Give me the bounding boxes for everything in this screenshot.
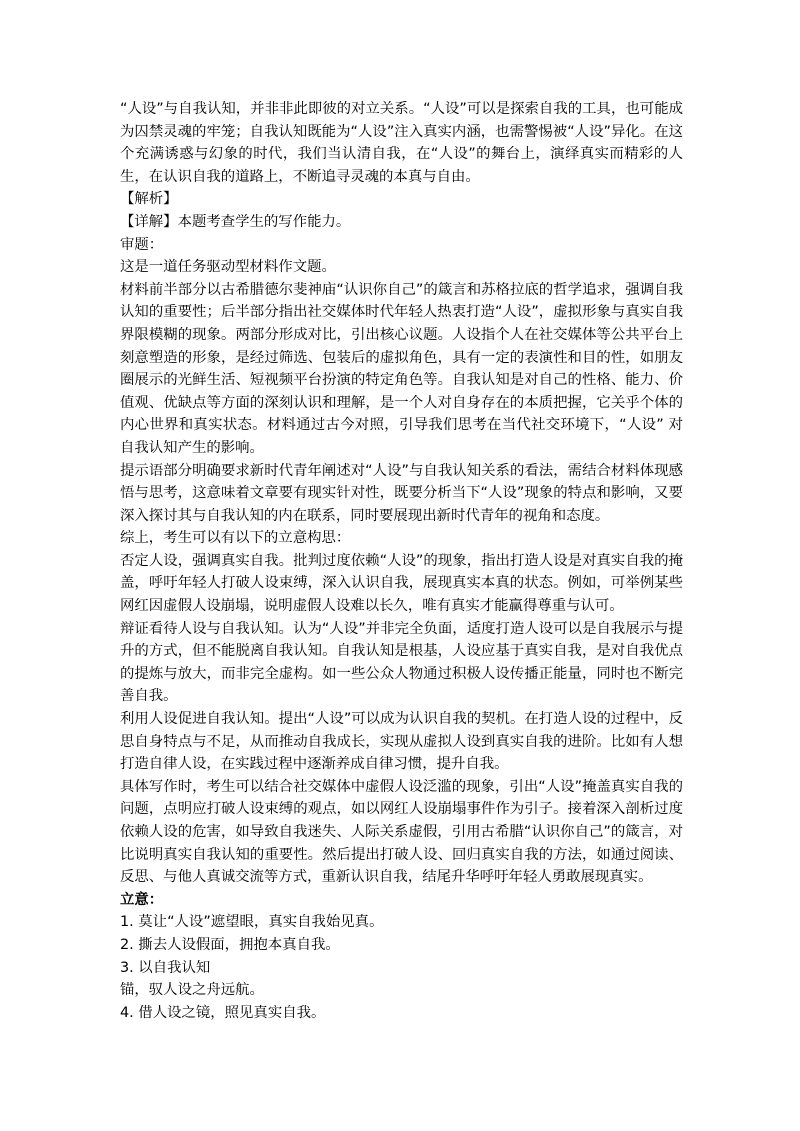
material-analysis-paragraph: 材料前半部分以古希腊德尔斐神庙“认识你自己”的箴言和苏格拉底的哲学追求，强调自我认知的重要性；后半部分指出社交媒体时代年轻人热衷打造“人设”，虚拟形象与真实自我界限模糊的现象。两部分形成对比，引出核心议题。人设指个人在社交媒体等公共平台上刻意塑造的形象，是经过筛选、包装后的虚拟角色，具有一定的表演性和目的性，如朋友圈展示的光鲜生活、短视频平台扮演的特定角色等。自我认知是对自己的性格、能力、价值观、优缺点等方面的深刻认识和理解，是一个人对自身存在的本质把握，它关乎个体的内心世界和真实状态。材料通过古今对照，引导我们思考在当代社交环境下，“人设” 对自我认知产生的影响。 bbox=[120, 281, 683, 456]
theme-item-2: 2. 撕去人设假面，拥抱本真自我。 bbox=[120, 936, 340, 953]
detail-heading: 【详解】本题考查学生的写作能力。 bbox=[120, 213, 351, 230]
theme-item-1: 1. 莫让“人设”遮望眼，真实自我始见真。 bbox=[120, 914, 384, 931]
conception-negate-paragraph: 否定人设，强调真实自我。批判过度依赖“人设”的现象，指出打造人设是对真实自我的掩盖，呼吁年轻人打破人设束缚，深入认识自我，展现真实本真的状态。例如，可举例某些网红因虚假人设崩塌，说明虚假人设难以长久，唯有真实才能赢得尊重与认可。 bbox=[120, 552, 683, 615]
conception-utilize-paragraph: 利用人设促进自我认知。提出“人设”可以成为认识自我的契机。在打造人设的过程中，反思自身特点与不足，从而推动自我成长，实现从虚拟人设到真实自我的进阶。比如有人想打造自律人设，在实践过程中逐渐养成自律习惯，提升自我。 bbox=[120, 711, 683, 773]
theme-heading: 立意： bbox=[120, 891, 164, 908]
writing-guidance-paragraph: 具体写作时，考生可以结合社交媒体中虚假人设泛滥的现象，引出“人设”掩盖真实自我的问题，点明应打破人设束缚的观点，如以网红人设崩塌事件作为引子。接着深入剖析过度依赖人设的危害，如导致自我迷失、人际关系虚假，引用古希腊“认识你自己”的箴言，对比说明真实自我认知的重要性。然后提出打破人设、回归真实自我的方法，如通过阅读、反思、与他人真诚交流等方式，重新认识自我，结尾升华呼吁年轻人勇敢展现真实。 bbox=[120, 778, 683, 886]
prompt-analysis-paragraph: 提示语部分明确要求新时代青年阐述对“人设”与自我认知关系的看法，需结合材料体现感悟与思考，这意味着文章要有现实针对性，既要分析当下“人设”现象的特点和影响，又要深入探讨其与自我认知的内在联系，同时要展现出新时代青年的视角和态度。 bbox=[120, 462, 683, 524]
conception-intro-paragraph: 综上，考生可以有以下的立意构思： bbox=[120, 530, 351, 547]
theme-item-4: 4. 借人设之镜，照见真实自我。 bbox=[120, 1004, 326, 1021]
topic-type-paragraph: 这是一道任务驱动型材料作文题。 bbox=[120, 259, 336, 276]
theme-item-3b: 锚，驭人设之舟远航。 bbox=[120, 982, 264, 999]
document-body bbox=[120, 98, 683, 1024]
intro-paragraph: “人设”与自我认知，并非非此即彼的对立关系。“人设”可以是探索自我的工具，也可能成为囚禁灵魂的牢笼；自我认知既能为“人设”注入真实内涵，也需警惕被“人设”异化。在这个充满诱惑与幻象的时代，我们当认清自我，在“人设”的舞台上，演绎真实而精彩的人生，在认识自我的道路上，不断追寻灵魂的本真与自由。 bbox=[120, 101, 683, 185]
topic-review-label: 审题： bbox=[120, 236, 164, 253]
conception-dialectic-paragraph: 辩证看待人设与自我认知。认为“人设”并非完全负面，适度打造人设可以是自我展示与提升的方式，但不能脱离自我认知。自我认知是根基，人设应基于真实自我，是对自我优点的提炼与放大，而非完全虚构。如一些公众人物通过积极人设传播正能量，同时也不断完善自我。 bbox=[120, 620, 683, 705]
theme-item-3a: 3. 以自我认知 bbox=[120, 959, 211, 976]
analysis-heading: 【解析】 bbox=[120, 191, 178, 208]
